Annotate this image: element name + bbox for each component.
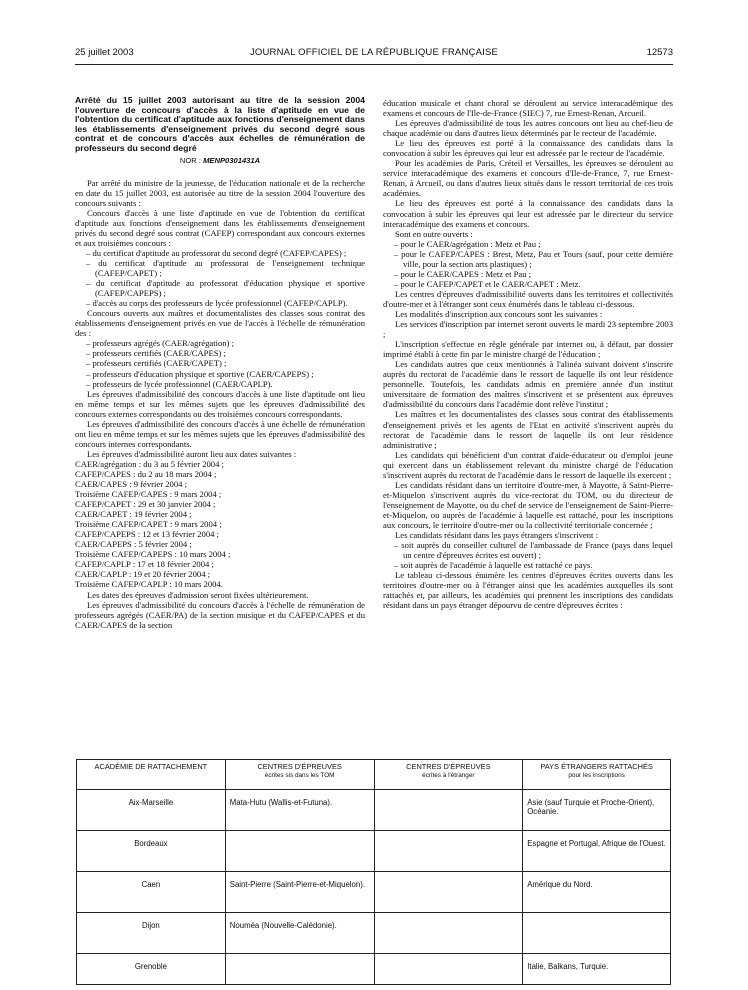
date-line: CAFEP/CAPLP : 17 et 18 février 2004 ;: [75, 559, 214, 570]
paragraph: Pour les académies de Paris, Créteil et Versailles, les épreuves se déroulent au service interacadémique des examens et concours d'Ile-de-France, 7, rue Ernest-Renan, à Arcueil, ou dans d'autres lieux situés dans le ressort territorial de ces trois académies.: [383, 158, 673, 199]
paragraph: Les épreuves d'admissibilité des concours d'accès à une liste d'aptitude ont lieu en même temps et sur les mêmes sujets que les épreuves d'admissibilité des concours externes correspondants ou des troisièmes concours correspondants.: [75, 388, 365, 419]
paragraph: Les épreuves d'admissibilité des concours d'accès à une échelle de rémunération ont lieu en même temps et sur les mêmes sujets que les épreuves d'admissibilité des concours internes correspondants.: [75, 418, 365, 449]
paragraph: Concours d'accès à une liste d'aptitude en vue de l'obtention du certificat d'aptitude aux fonctions d'enseignement dans les établissements d'enseignement privés du second degré sous contrat (CAFEP) correspondant aux concours externes et aux troisièmes concours :: [75, 207, 365, 248]
table-cell: Saint-Pierre (Saint-Pierre-et-Miquelon).: [225, 872, 374, 913]
date-line: CAFEP/CAPET : 29 et 30 janvier 2004 ;: [75, 499, 216, 510]
table-cell: Dijon: [77, 913, 226, 954]
table-cell: [523, 913, 671, 954]
paragraph: Les services d'inscription par internet seront ouverts le mardi 23 septembre 2003 ;: [383, 319, 673, 340]
table-row: [77, 872, 671, 913]
header-rule: [75, 64, 673, 65]
paragraph: Les centres d'épreuves d'admissibilité ouverts dans les territoires et collectivités d'outre-mer et à l'étranger sont ceux énumérés dans le tableau ci-dessous.: [383, 288, 673, 309]
list-item: – professeurs de lycée professionnel (CAER/CAPLP).: [75, 379, 365, 389]
date-line: CAFEP/CAPEPS : 12 et 13 février 2004 ;: [75, 529, 219, 540]
table-cell: Bordeaux: [77, 831, 226, 872]
paragraph: Les candidats résidant dans un territoire d'outre-mer, à Mayotte, à Saint-Pierre-et-Miquelon s'inscrivent auprès du vice-rectorat du TOM, ou du directeur de l'enseignement de Mayotte, ou du chef de service de l'enseignement de Saint-Pierre-et-Miquelon, ou auprès de l'académie à laquelle est rattaché, pour les inscriptions aux concours, le territoire d'outre-mer ou la collectivité territoriale concernée ;: [383, 479, 673, 530]
table-cell: [374, 831, 523, 872]
table-cell: Amérique du Nord.: [523, 872, 671, 913]
issue-date: 25 juillet 2003: [75, 47, 134, 58]
list-item: – professeurs certifiés (CAER/CAPES) ;: [75, 348, 365, 358]
list-item: – pour le CAFEP/CAPES : Brest, Metz, Pau et Tours (sauf, pour cette dernière ville, pour la section arts plastiques) ;: [383, 249, 673, 269]
list-item: – du certificat d'aptitude au professorat du second degré (CAFEP/CAPES) ;: [75, 248, 365, 258]
foreign-registration-list: [383, 540, 673, 570]
paragraph: Le lieu des épreuves est porté à la connaissance des candidats dans la convocation à subir les épreuves qui leur est adressée par le directeur du service interacadémique des examens et concours.: [383, 198, 673, 229]
table-cell: [225, 831, 374, 872]
paragraph: Les candidats résidant dans les pays étrangers s'inscrivent :: [395, 530, 598, 541]
list-item: – professeurs agrégés (CAER/agrégation) ;: [75, 338, 365, 348]
date-line: CAFEP/CAPES : du 2 au 18 mars 2004 ;: [75, 468, 217, 479]
list-item: – pour le CAFEP/CAPET et le CAER/CAPET : Metz.: [383, 279, 673, 289]
list-item: – du certificat d'aptitude au professorat de l'enseignement technique (CAFEP/CAPET) ;: [75, 258, 365, 278]
list-item: – professeurs d'éducation physique et sportive (CAER/CAPEPS) ;: [75, 369, 365, 379]
paragraph: Sont en outre ouverts :: [395, 228, 473, 239]
table-cell: [374, 790, 523, 831]
date-line: CAER/CAPLP : 19 et 20 février 2004 ;: [75, 569, 211, 580]
cafep-list: [75, 248, 365, 308]
page-number: 12573: [646, 47, 673, 58]
dates-list: [75, 459, 365, 590]
date-line: Troisième CAFEP/CAPES : 9 mars 2004 ;: [75, 489, 222, 500]
academies-table: [76, 759, 671, 985]
table-row: [77, 913, 671, 954]
date-line: CAER/agrégation : du 3 au 5 février 2004 ;: [75, 458, 224, 469]
date-line: CAER/CAPES : 9 février 2004 ;: [75, 479, 187, 490]
table-cell: Mata-Hutu (Wallis-et-Futuna).: [225, 790, 374, 831]
journal-title: JOURNAL OFFICIEL DE LA RÉPUBLIQUE FRANÇAISE: [249, 47, 499, 58]
caer-list: [75, 338, 365, 388]
paragraph: Par arrêté du ministre de la jeunesse, de l'éducation nationale et de la recherche en date du 15 juillet 2003, est autorisée au titre de la session 2004 l'ouverture des concours suivants :: [75, 177, 365, 208]
list-item: – du certificat d'aptitude au professorat d'éducation physique et sportive (CAFEP/CAPEPS) ;: [75, 278, 365, 298]
table-cell: [374, 872, 523, 913]
paragraph: Les épreuves d'admissibilité auront lieu aux dates suivantes :: [87, 448, 297, 459]
list-item: – soit auprès de l'académie à laquelle est rattaché ce pays.: [383, 560, 673, 570]
column-header: PAYS ÉTRANGERS RATTACHÉS pour les inscriptions: [523, 760, 671, 790]
date-line: CAER/CAPEPS : 5 février 2004 ;: [75, 539, 192, 550]
paragraph: Le lieu des épreuves est porté à la connaissance des candidats dans la convocation à subir les épreuves qui leur est adressée par le recteur de l'académie.: [383, 138, 673, 159]
paragraph: Les dates des épreuves d'admission seront fixées ultérieurement.: [87, 589, 309, 600]
table-cell: Nouméa (Nouvelle-Calédonie).: [225, 913, 374, 954]
list-item: – professeurs certifiés (CAER/CAPET) ;: [75, 358, 365, 368]
right-column: [383, 98, 673, 610]
paragraph: Les épreuves d'admissibilité du concours d'accès à l'échelle de rémunération de professeurs agrégés (CAER/PA) de la section musique et du CAFEP/CAPES et du CAER/CAPES de la section: [75, 599, 365, 630]
paragraph: Les maîtres et les documentalistes des classes sous contrat des établissements d'enseignement privés et les agents de l'Etat en activité s'inscrivent auprès du rectorat de l'académie dans le ressort de laquelle ils ont leur résidence administrative ;: [383, 409, 673, 450]
paragraph: Les candidats autres que ceux mentionnés à l'alinéa suivant doivent s'inscrire auprès du rectorat de l'académie dans le ressort de laquelle ils ont leur résidence personnelle. Toutefois, les candidats admis en première année d'un institut universitaire de formation des maîtres s'inscrivent et se présentent aux épreuves d'admissibilité du concours dans l'académie dont relève l'institut ;: [383, 359, 673, 410]
paragraph: Le tableau ci-dessous énumère les centres d'épreuves écrites ouverts dans les territoires d'outre-mer ou à l'étranger ainsi que les académies auxquelles ils sont rattachés et, par ailleurs, les académies qui prennent les inscriptions des candidats résidant dans un pays étranger dépourvu de centre d'épreuves écrites :: [383, 570, 673, 611]
additional-centres-list: [383, 239, 673, 289]
table-cell: [374, 913, 523, 954]
date-line: Troisième CAFEP/CAPEPS : 10 mars 2004 ;: [75, 549, 231, 560]
table-cell: Grenoble: [77, 954, 226, 985]
date-line: Troisième CAFEP/CAPLP : 10 mars 2004.: [75, 579, 223, 590]
table-header-row: [77, 760, 671, 790]
nor-label: NOR :: [179, 155, 201, 165]
list-item: – pour le CAER/agrégation : Metz et Pau ;: [383, 239, 673, 249]
decree-title: Arrêté du 15 juillet 2003 autorisant au titre de la session 2004 l'ouverture de concours d'accès à la liste d'aptitude en vue de l'obtention du certificat d'aptitude aux fonctions d'enseignement dans les établissements d'enseignement privés du second degré sous contrat et de concours d'accès aux échelles de rémunération de professeurs du second degré: [75, 95, 365, 153]
column-header: CENTRES D'ÉPREUVES écrites à l'étranger: [374, 760, 523, 790]
table-cell: Asie (sauf Turquie et Proche-Orient), Océanie.: [523, 790, 671, 831]
table-cell: Italie, Balkans, Turquie.: [523, 954, 671, 985]
paragraph: Les candidats qui bénéficient d'un contrat d'aide-éducateur ou d'emploi jeune qui exercent dans un établissement relevant du ministre chargé de l'éducation s'inscrivent auprès du rectorat de l'académie dans le ressort de laquelle ils exercent ;: [383, 449, 673, 480]
paragraph: Concours ouverts aux maîtres et documentalistes des classes sous contrat des établissements d'enseignement privés en vue de l'accès à l'échelle de rémunération des :: [75, 308, 365, 339]
date-line: CAER/CAPET : 19 février 2004 ;: [75, 509, 192, 520]
table-cell: Aix-Marseille: [77, 790, 226, 831]
table-row: [77, 790, 671, 831]
table-cell: Espagne et Portugal, Afrique de l'Ouest.: [523, 831, 671, 872]
list-item: – pour le CAER/CAPES : Metz et Pau ;: [383, 269, 673, 279]
table-row: [77, 831, 671, 872]
left-column: [75, 96, 365, 630]
paragraph: éducation musicale et chant choral se déroulent au service interacadémique des examens et concours de l'Ile-de-France (SIEC) 7, rue Ernest-Renan, Arcueil.: [383, 98, 673, 119]
page-header: [75, 47, 673, 61]
nor-reference: [75, 156, 365, 166]
table-cell: [225, 954, 374, 985]
date-line: Troisième CAFEP/CAPET : 9 mars 2004 ;: [75, 519, 222, 530]
nor-code: MENP0301431A: [203, 155, 261, 165]
paragraph: L'inscription s'effectue en règle générale par internet ou, à défaut, par dossier imprimé établi à cette fin par le ministre chargé de l'éducation ;: [383, 339, 673, 360]
column-header: ACADÉMIE DE RATTACHEMENT: [77, 760, 226, 790]
table-cell: [374, 954, 523, 985]
table-cell: Caen: [77, 872, 226, 913]
paragraph: Les modalités d'inscription aux concours sont les suivantes :: [395, 308, 603, 319]
column-header: CENTRES D'ÉPREUVES écrites sis dans les TOM: [225, 760, 374, 790]
table-row: [77, 954, 671, 985]
paragraph: Les épreuves d'admissibilité de tous les autres concours ont lieu au chef-lieu de chaque académie ou dans d'autres lieux déterminés par le recteur de l'académie.: [383, 118, 673, 139]
list-item: – soit auprès du conseiller culturel de l'ambassade de France (pays dans lequel un centre d'épreuves écrites est ouvert) ;: [383, 540, 673, 560]
list-item: – d'accès au corps des professeurs de lycée professionnel (CAFEP/CAPLP).: [75, 298, 365, 308]
